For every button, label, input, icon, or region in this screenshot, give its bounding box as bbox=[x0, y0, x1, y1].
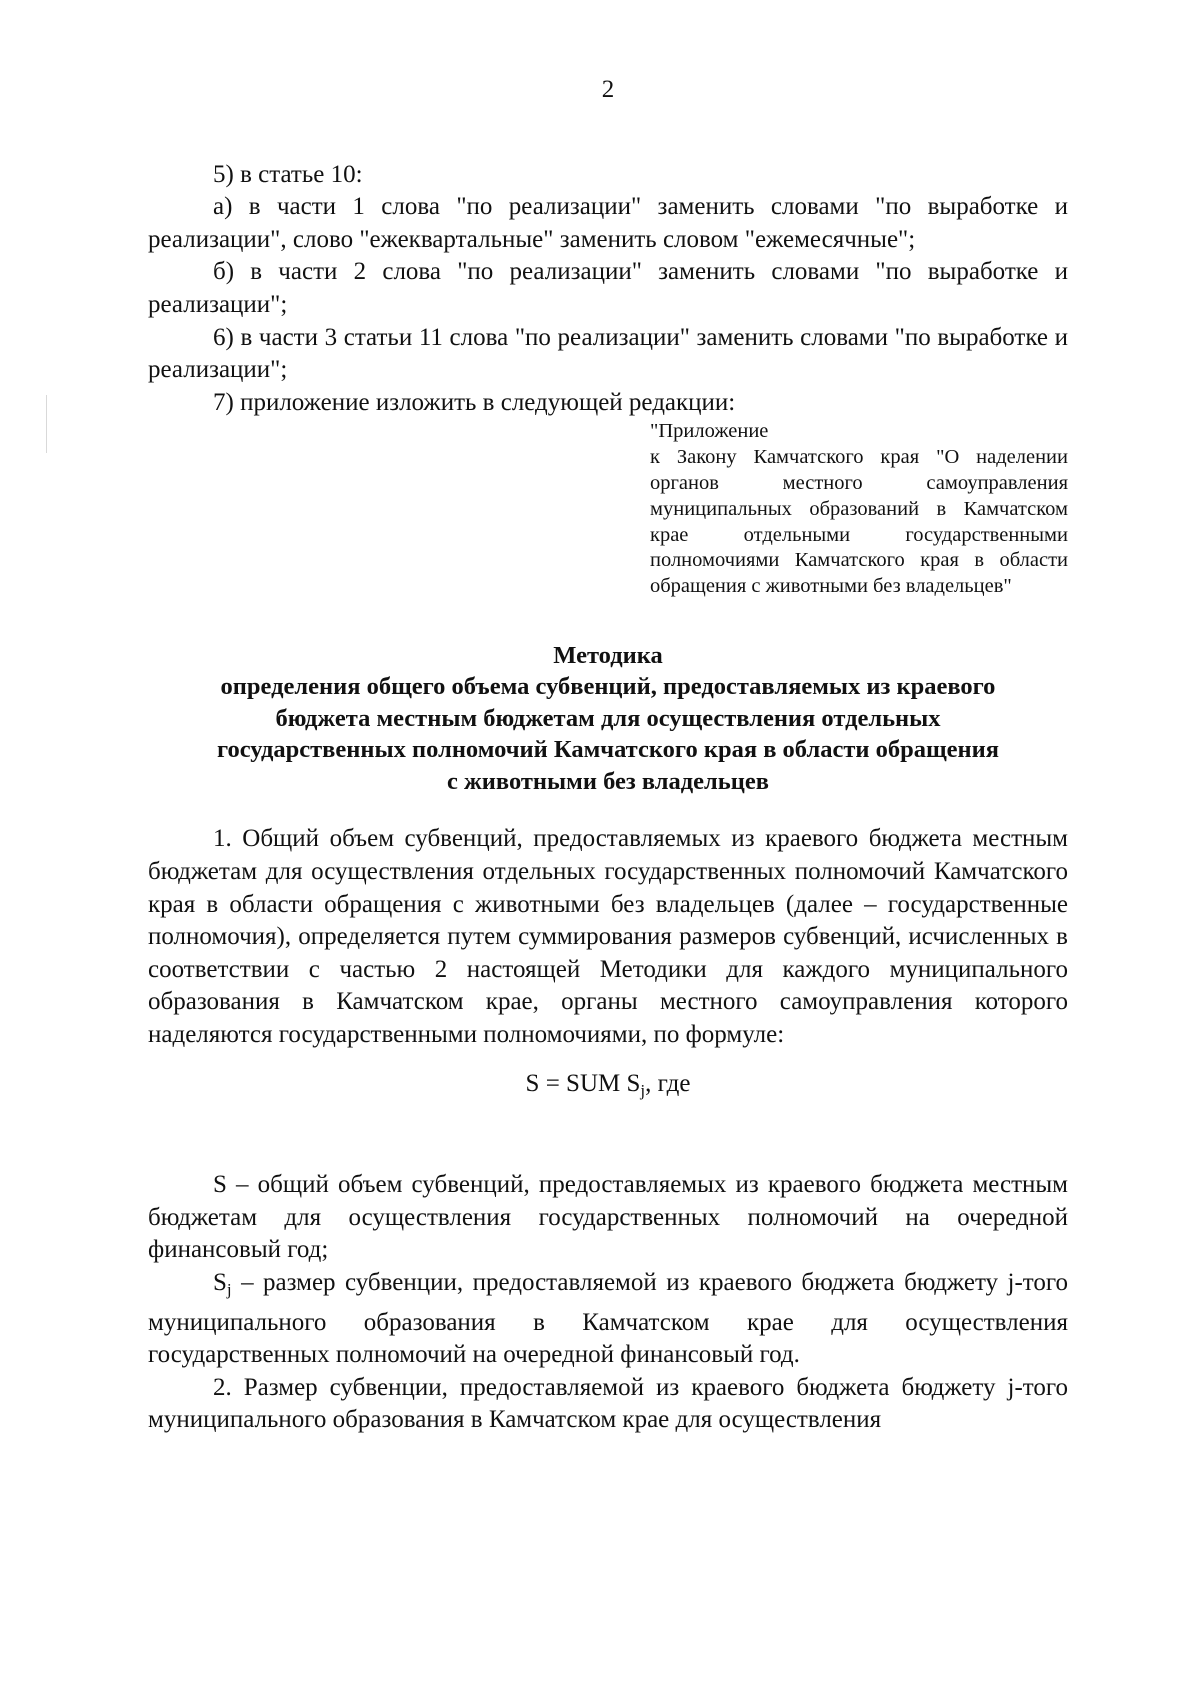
section-2-paragraph: 2. Размер субвенции, предоставляемой из краевого бюджета бюджету j-того муниципального образования в Камчатском крае для осуществления bbox=[148, 1373, 1068, 1434]
title-line-3: государственных полномочий Камчатского края в области обращения bbox=[216, 736, 1000, 764]
title-line-1: определения общего объема субвенций, предоставляемых из краевого bbox=[220, 673, 996, 701]
amendment-item-6: 6) в части 3 статьи 11 слова "по реализации" заменить словами "по выработке и реализации"; bbox=[148, 323, 1068, 384]
amendment-item-5: 5) в статье 10: bbox=[213, 160, 363, 188]
title-line-2: бюджета местным бюджетам для осуществления отдельных bbox=[275, 704, 941, 732]
section-1-paragraph: 1. Общий объем субвенций, предоставляемых из краевого бюджета местным бюджетам для осуществления отдельных государственных полномочий Камчатского края в области обращения с животными без владельцев (далее – государственные полномочия), определяется путем суммирования размеров субвенций, исчисленных в соответствии с частью 2 настоящей Методики для каждого муниципального образования в Камчатском крае, органы местного самоуправления которого наделяются государственными полномочиями, по формуле: bbox=[148, 825, 1068, 1048]
sj-symbol: S bbox=[213, 1268, 227, 1296]
amendments-list bbox=[148, 159, 1068, 420]
formula-tail: , где bbox=[645, 1069, 691, 1097]
amendment-item-5a: а) в части 1 слова "по реализации" заменить словами "по выработке и реализации", слово "ежеквартальные" заменить словом "ежемесячные"; bbox=[148, 193, 1068, 253]
title-heading: Методика bbox=[553, 641, 663, 669]
definition-s: S – общий объем субвенций, предоставляемых из краевого бюджета местным бюджетам для осуществления государственных полномочий на очередной финансовый год; bbox=[148, 1171, 1068, 1264]
scan-artifact bbox=[46, 395, 47, 453]
methodology-body bbox=[148, 823, 1068, 1437]
sj-subscript: j bbox=[226, 1279, 232, 1299]
title-line-4: с животными без владельцев bbox=[447, 767, 769, 795]
appendix-reference bbox=[650, 419, 1068, 600]
amendment-item-7: 7) приложение изложить в следующей редакции: bbox=[213, 388, 736, 416]
definition-sj bbox=[148, 1267, 1068, 1372]
sum-formula bbox=[148, 1068, 1068, 1108]
sj-text: – размер субвенции, предоставляемой из краевого бюджета бюджету j-того муниципального образования в Камчатском крае для осуществления государственных полномочий на очередной финансовый год. bbox=[148, 1268, 1068, 1369]
page-number: 2 bbox=[601, 76, 615, 103]
appendix-law-reference: к Закону Камчатского края "О наделении органов местного самоуправления муниципальных образований в Камчатском крае отдельными государственными полномочиями Камчатского края в области обращения с животными без владельцев" bbox=[650, 446, 1068, 598]
formula-subscript: j bbox=[640, 1080, 646, 1100]
methodology-title bbox=[148, 640, 1068, 798]
amendment-item-5b: б) в части 2 слова "по реализации" заменить словами "по выработке и реализации"; bbox=[148, 258, 1068, 318]
appendix-label: "Приложение bbox=[650, 420, 769, 443]
formula-main: S = SUM S bbox=[525, 1069, 641, 1097]
